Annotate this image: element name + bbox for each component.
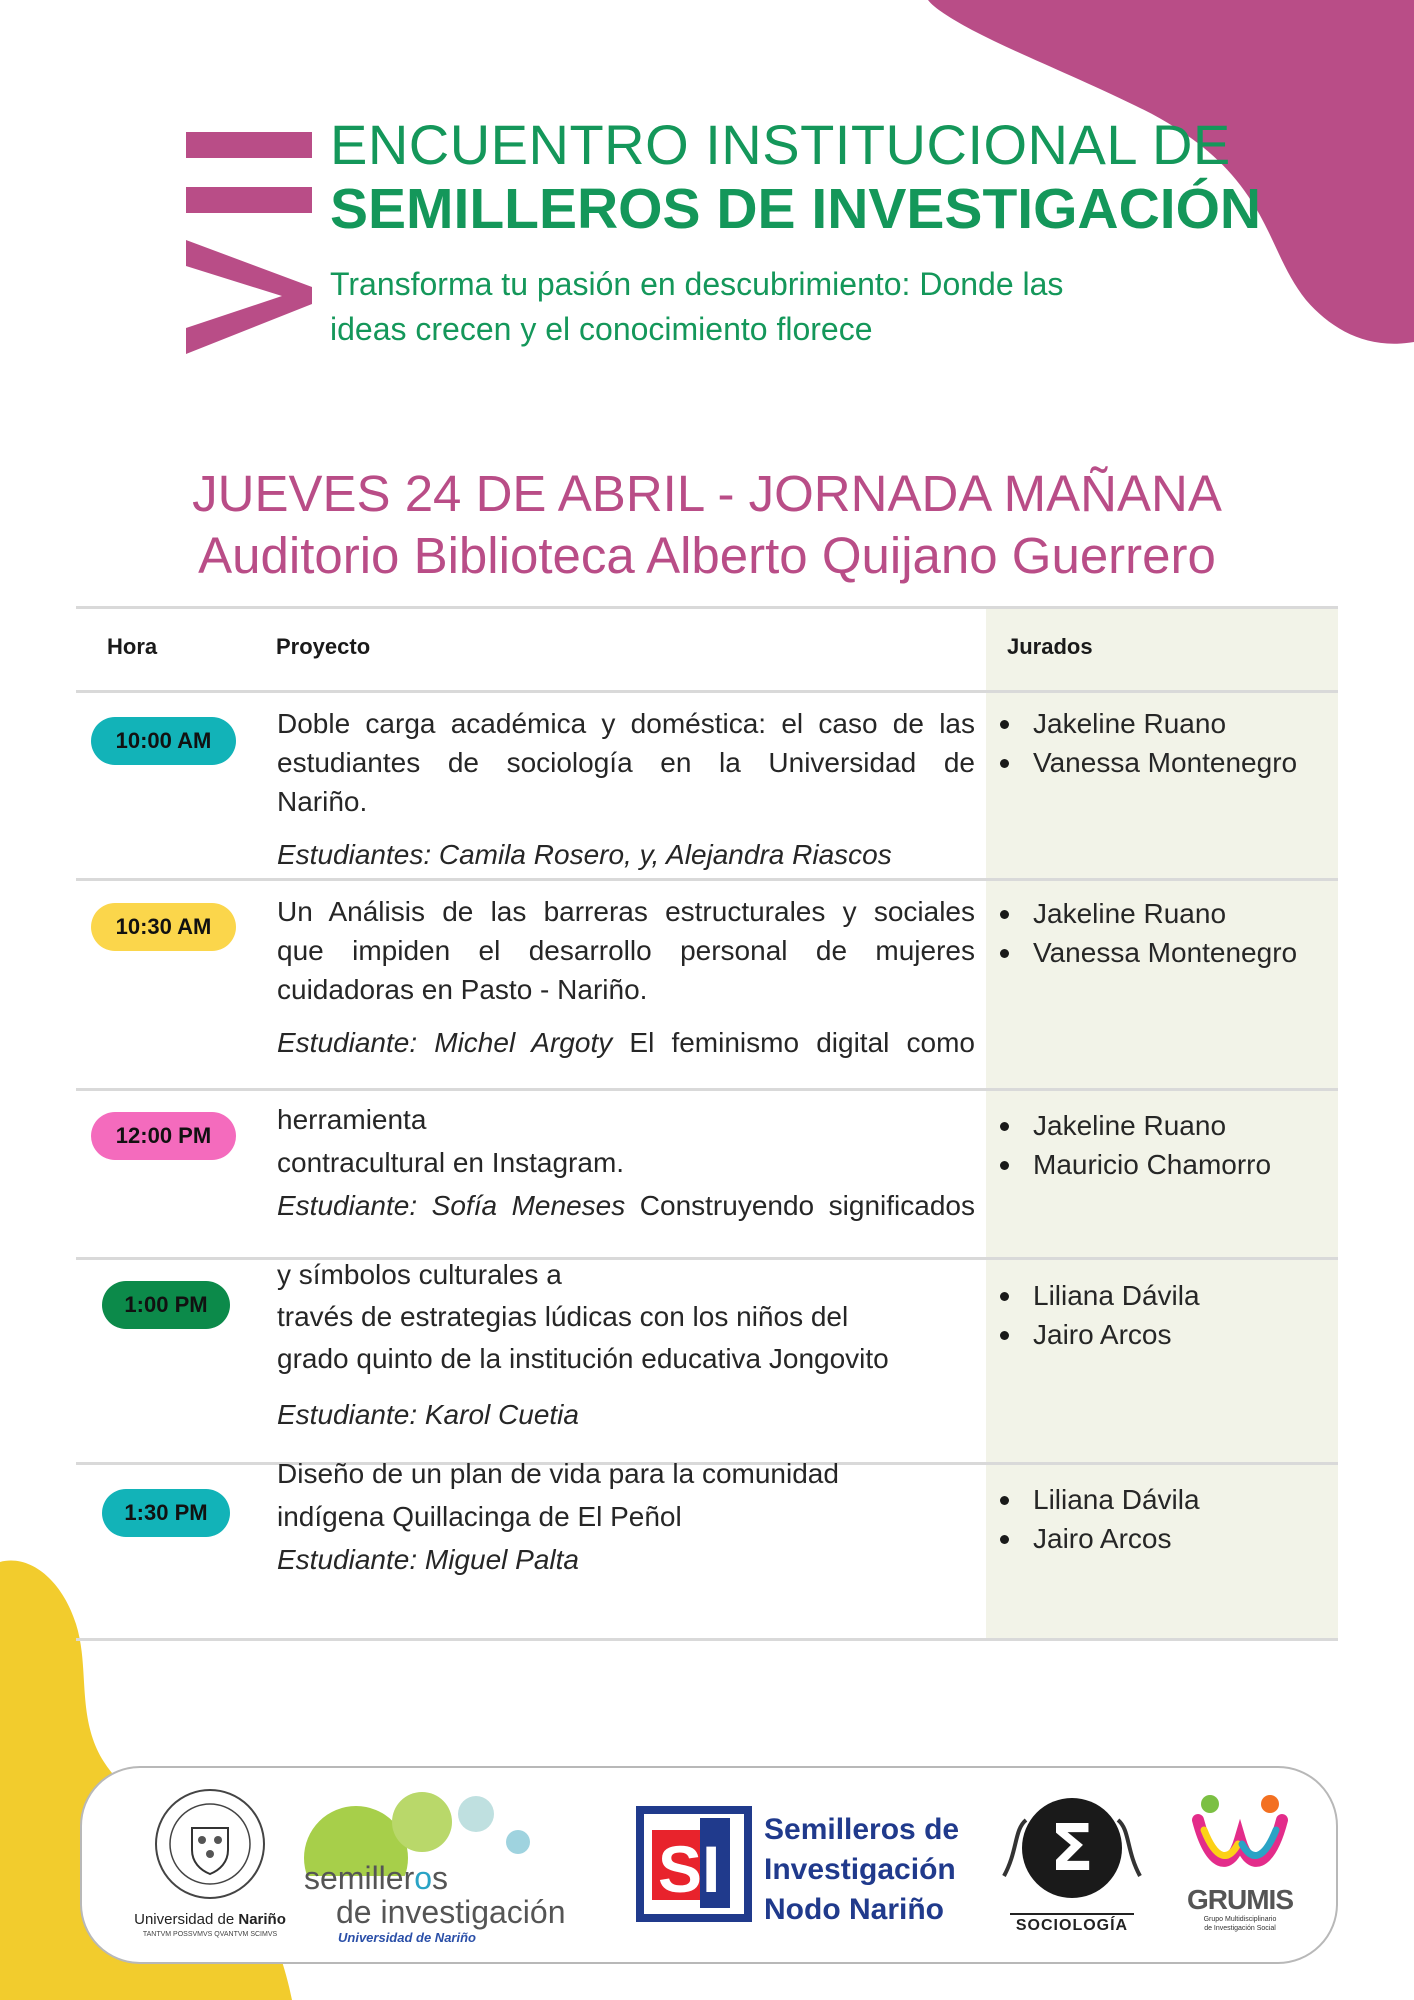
time-badge: 10:30 AM	[91, 903, 236, 951]
time-badge: 12:00 PM	[91, 1112, 236, 1160]
grumis-figures-icon	[1180, 1790, 1300, 1880]
juror-name: Vanessa Montenegro	[1000, 933, 1297, 972]
nodo-narino-logo	[630, 1800, 960, 1930]
grumis-logo	[1180, 1790, 1300, 1940]
sociologia-label: SOCIOLOGÍA	[1010, 1913, 1134, 1935]
nodo-line3: Nodo Nariño	[764, 1893, 944, 1926]
universidad-narino-logo	[130, 1788, 290, 1938]
university-motto: TANTVM POSSVMVS QVANTVM SCIMVS	[142, 1931, 278, 1938]
table-top-border	[76, 606, 1338, 609]
student-names: Estudiantes: Camila Rosero, y, Alejandra Riascos	[277, 839, 892, 870]
project-cell	[277, 1254, 975, 1436]
event-tagline	[330, 262, 1230, 352]
jurors-list	[1000, 704, 1297, 782]
semilleros-word-end: s	[432, 1860, 449, 1896]
project-text-line: estudiantes de sociología en la Universidad de	[277, 747, 975, 778]
student-names: Estudiante: Karol Cuetia	[277, 1399, 579, 1430]
project-text-line: contracultural en Instagram.	[277, 1147, 625, 1178]
semilleros-word: semiller	[304, 1860, 415, 1896]
event-title-line2: SEMILLEROS DE INVESTIGACIÓN	[330, 177, 1262, 241]
juror-name: Jairo Arcos	[1000, 1315, 1200, 1354]
university-name: Universidad de	[134, 1911, 235, 1928]
sigma-emblem-icon	[992, 1790, 1152, 1908]
row-divider	[76, 1088, 1338, 1091]
grumis-label: GRUMIS	[1187, 1884, 1293, 1915]
semilleros-de: de	[336, 1894, 372, 1930]
project-text-line: Nariño.	[277, 786, 368, 817]
column-header-jurados: Jurados	[1007, 634, 1093, 659]
semilleros-university: Universidad de Nariño	[338, 1930, 476, 1945]
roman-numeral-vii	[186, 132, 312, 354]
juror-name: Liliana Dávila	[1000, 1480, 1200, 1519]
project-cell	[277, 892, 975, 1062]
grumis-subtitle-line1: Grupo Multidisciplinario	[1203, 1916, 1277, 1923]
sigma-symbol: Σ	[1050, 1812, 1094, 1886]
project-cell	[277, 1098, 975, 1227]
session-date: JUEVES 24 DE ABRIL - JORNADA MAÑANA	[192, 465, 1222, 522]
juror-name: Jakeline Ruano	[1000, 1106, 1271, 1145]
juror-name: Liliana Dávila	[1000, 1276, 1200, 1315]
si-letters: SI	[658, 1832, 721, 1906]
table-header-divider	[76, 690, 1338, 693]
session-venue: Auditorio Biblioteca Alberto Quijano Guerrero	[198, 527, 1216, 584]
juror-name: Mauricio Chamorro	[1000, 1145, 1271, 1184]
student-names: Estudiante: Miguel Palta	[277, 1544, 579, 1575]
juror-name: Jairo Arcos	[1000, 1519, 1200, 1558]
time-badge: 1:00 PM	[102, 1281, 230, 1329]
project-text-line: herramienta	[277, 1104, 427, 1135]
column-header-proyecto: Proyecto	[276, 634, 371, 659]
student-line	[277, 1184, 975, 1227]
semilleros-letter-o: o	[414, 1860, 433, 1896]
grumis-subtitle-line2: de Investigación Social	[1204, 1925, 1276, 1932]
nodo-line1: Semilleros de	[764, 1813, 960, 1846]
semilleros-investigacion-logo	[296, 1786, 596, 1946]
project-text-line: que impiden el desarrollo personal de mujeres	[277, 935, 975, 966]
project-text-line: y símbolos culturales a	[277, 1259, 562, 1290]
student-line	[277, 1023, 975, 1062]
project-text-continuation: El feminismo digital como	[612, 1027, 976, 1058]
jurors-list	[1000, 1480, 1200, 1558]
project-text-line: grado quinto de la institución educativa Jongovito	[277, 1343, 889, 1374]
si-emblem-icon	[630, 1800, 760, 1930]
jurors-list	[1000, 1106, 1271, 1184]
project-text-line: Doble carga académica y doméstica: el caso de las	[277, 708, 975, 739]
tagline-line1: Transforma tu pasión en descubrimiento: Donde las	[330, 266, 1064, 302]
table-bottom-border	[76, 1638, 1338, 1641]
juror-name: Jakeline Ruano	[1000, 894, 1297, 933]
nodo-line2: Investigación	[764, 1853, 956, 1886]
jurors-list	[1000, 894, 1297, 972]
project-text-line: través de estrategias lúdicas con los niños del	[277, 1301, 849, 1332]
project-text-line: Un Análisis de las barreras estructurales y sociales	[277, 896, 975, 927]
event-title-line1: ENCUENTRO INSTITUCIONAL DE	[330, 113, 1231, 176]
university-seal-icon	[130, 1788, 290, 1900]
project-text-line: cuidadoras en Pasto - Nariño.	[277, 974, 648, 1005]
juror-name: Vanessa Montenegro	[1000, 743, 1297, 782]
juror-name: Jakeline Ruano	[1000, 704, 1297, 743]
project-text-line: Diseño de un plan de vida para la comunidad	[277, 1458, 839, 1489]
jurors-list	[1000, 1276, 1200, 1354]
semilleros-investigacion-word: investigación	[380, 1894, 566, 1930]
project-text-continuation: Construyendo significados	[625, 1190, 975, 1221]
student-names: Estudiante: Michel Argoty	[277, 1027, 613, 1058]
sociologia-logo	[992, 1790, 1152, 1940]
column-header-hora: Hora	[107, 634, 158, 659]
time-badge: 1:30 PM	[102, 1489, 230, 1537]
university-name-bold: Nariño	[238, 1911, 286, 1928]
project-cell	[277, 1452, 975, 1581]
row-divider	[76, 878, 1338, 881]
student-names: Estudiante: Sofía Meneses	[277, 1190, 626, 1221]
time-badge: 10:00 AM	[91, 717, 236, 765]
project-text-line: indígena Quillacinga de El Peñol	[277, 1501, 682, 1532]
project-cell	[277, 704, 975, 874]
tagline-line2: ideas crecen y el conocimiento florece	[330, 311, 873, 347]
